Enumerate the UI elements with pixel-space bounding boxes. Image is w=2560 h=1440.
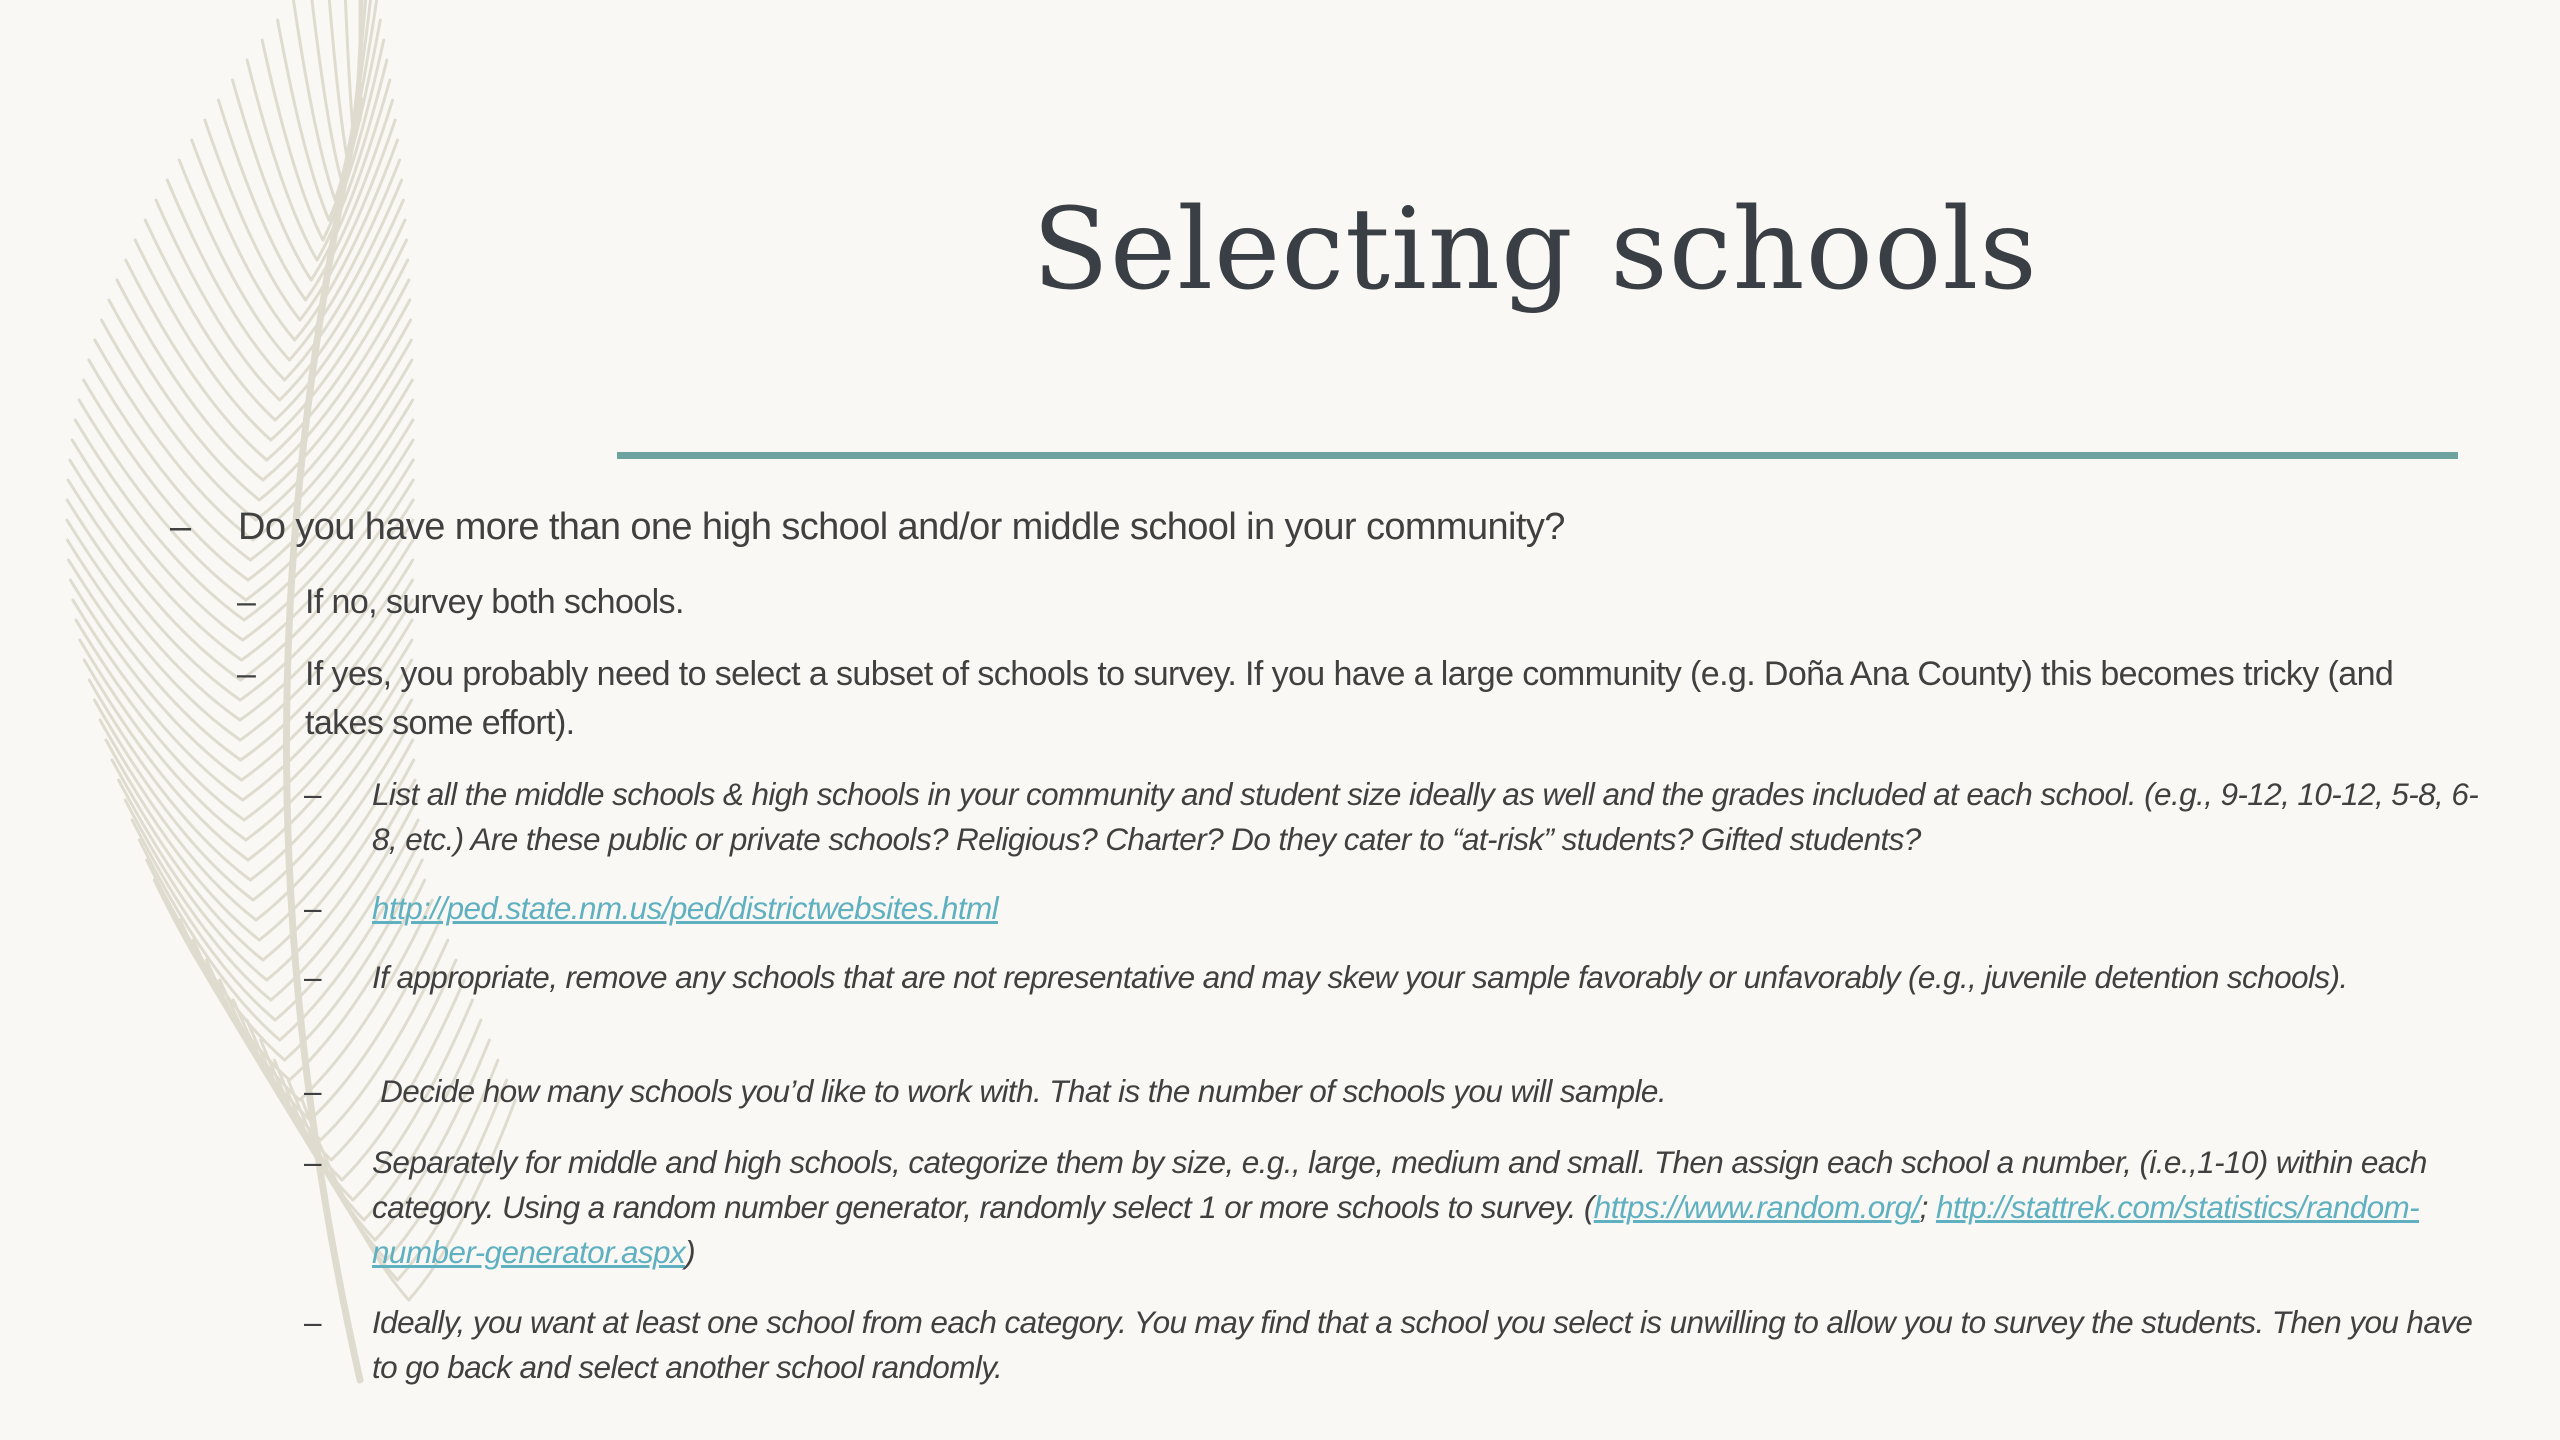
slide-title: Selecting schools [1032,185,2038,315]
bullet-dash: – [304,776,321,812]
bullet-item [170,502,2438,554]
feather-barb [84,380,248,580]
bullet-item [304,772,2497,862]
bullet-dash: – [304,1073,321,1109]
bullet-text: Decide how many schools you’d like to work with. That is the number of schools you will sample. [372,1073,1666,1109]
feather-barb [326,0,347,160]
bullet-item [304,1140,2497,1275]
feather-barb [179,160,289,360]
district-websites-link[interactable]: http://ped.state.nm.us/ped/districtwebsites.html [372,890,999,926]
bullet-dash: – [237,583,256,621]
bullet-item [304,955,2497,1000]
feather-barb [84,660,248,860]
bullet-item [237,650,2465,748]
separator-text: ; [1919,1189,1928,1225]
bullet-dash: – [304,890,321,926]
bullet-text: Ideally, you want at least one school from each category. You may find that a school you select is unwilling to allow you to survey the students. Then you have to go back and select another school randomly. [372,1304,2473,1385]
bullet-dash: – [304,1144,321,1180]
bullet-text: If appropriate, remove any schools that are not representative and may skew your sample favorably or unfavorably (e.g., juvenile detention schools). [372,959,2348,995]
bullet-text: Separately for middle and high schools, categorize them by size, e.g., large, medium and small. Then assign each school a number, (i.e.,1-10) within each category. Using a random number generator, randomly select 1 or more schools to survey. ( [372,1144,2427,1225]
closing-paren: ) [685,1234,695,1270]
title-divider [617,452,2458,459]
bullet-text: List all the middle schools & high schools in your community and student size ideally as well and the grades included at each school. (e.g., 9-12, 10-12, 5-8, 6-8, etc.) Are these public or private schools? Religious? Charter? Do they cater to “at-risk” students? Gifted students? [372,776,2479,857]
bullet-dash: – [170,506,191,548]
bullet-dash: – [304,959,321,995]
feather-barb [79,400,246,600]
bullet-item [304,1300,2497,1390]
feather-barb [156,200,280,400]
feather-barb [167,180,284,380]
bullet-dash: – [237,655,256,693]
feather-barb [218,100,305,300]
bullet-text: If no, survey both schools. [305,583,684,621]
bullet-item [304,1069,2497,1114]
bullet-item [304,886,2497,931]
random-org-link[interactable]: https://www.random.org/ [1593,1189,1920,1225]
bullet-dash: – [304,1304,321,1340]
feather-barb [117,280,263,480]
bullet-text: If yes, you probably need to select a subset of schools to survey. If you have a large community (e.g. Doña Ana County) this becomes tricky (and takes some effort). [305,655,2394,742]
bullet-text: Do you have more than one high school and/or middle school in your community? [238,506,1565,548]
bullet-item [237,578,2465,627]
feather-barb [72,440,243,640]
stattrek-link[interactable]: http://stattrek.com/statistics/random-number-generator.aspx [372,1189,2420,1270]
